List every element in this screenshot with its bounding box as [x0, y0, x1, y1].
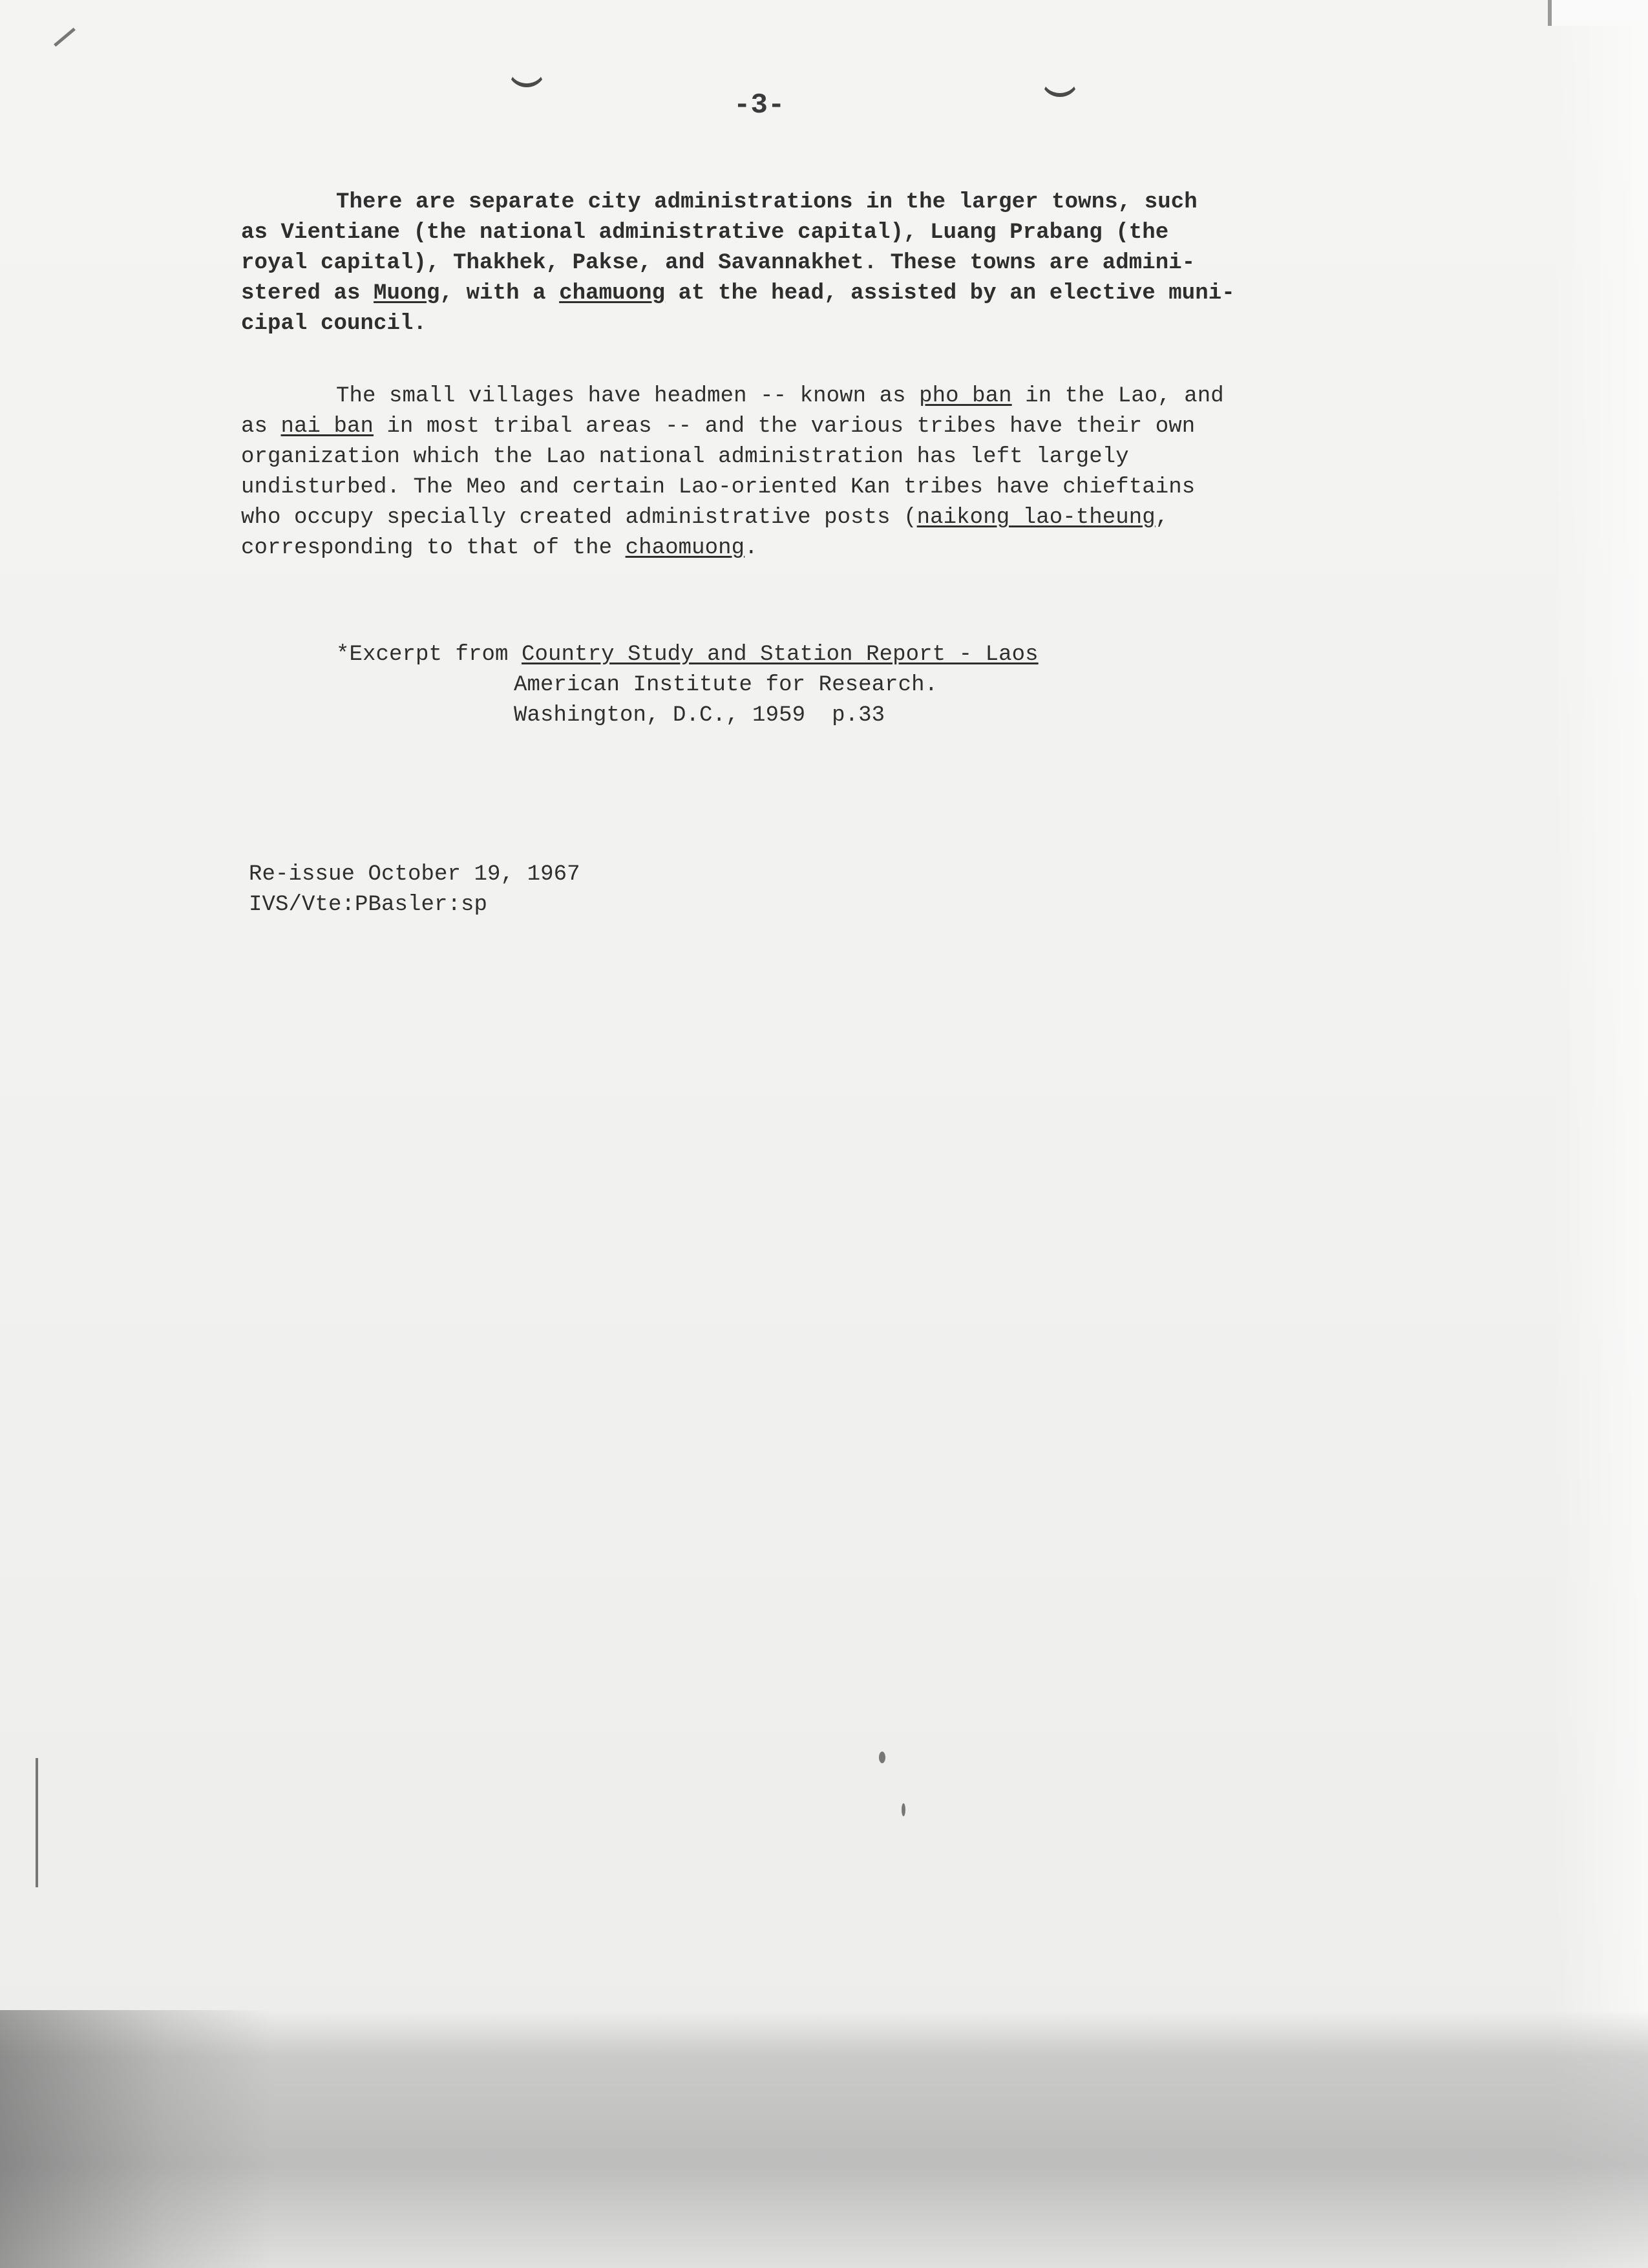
paragraph-line: royal capital), Thakhek, Pakse, and Savannakhet. These towns are admini- [241, 251, 1196, 275]
typist-initials: IVS/Vte:PBasler:sp [249, 893, 488, 917]
paragraph-line: stered as Muong, with a chamuong at the head, assisted by an elective muni- [241, 281, 1235, 306]
paragraph-line: organization which the Lao national administration has left largely [241, 445, 1129, 469]
paragraph-line: corresponding to that of the chaomuong. [241, 536, 758, 560]
adjacent-page-corner [1548, 0, 1648, 26]
citation-line: *Excerpt from Country Study and Station Report - Laos [336, 642, 1039, 667]
term-chaomuong: chaomuong [625, 536, 745, 560]
term-pho-ban: pho ban [919, 384, 1012, 408]
scan-mark-dot [902, 1803, 905, 1816]
paragraph-line: who occupy specially created administrative posts (naikong lao-theung, [241, 505, 1169, 530]
page-edge-shading [1551, 0, 1648, 2268]
citation-title: Country Study and Station Report - Laos [522, 642, 1039, 667]
reissue-date: Re-issue October 19, 1967 [249, 862, 580, 887]
term-nai-ban: nai ban [280, 414, 374, 439]
scan-shadow-corner [0, 2010, 271, 2268]
paragraph-line: cipal council. [241, 312, 427, 336]
page-number: -3- [734, 89, 785, 122]
term-muong: Muong [374, 281, 440, 306]
paragraph-line: undisturbed. The Meo and certain Lao-oriented Kan tribes have chieftains [241, 475, 1196, 500]
paragraph-line: There are separate city administrations in the larger towns, such [336, 190, 1198, 215]
citation-publisher: American Institute for Research. [514, 673, 938, 697]
paragraph-line: as nai ban in most tribal areas -- and the various tribes have their own [241, 414, 1196, 439]
paragraph-line: The small villages have headmen -- known as pho ban in the Lao, and [336, 384, 1224, 408]
scan-mark-dot [879, 1752, 885, 1763]
scan-mark-left-margin [36, 1758, 38, 1887]
term-naikong-lao-theung: naikong lao-theung [916, 505, 1156, 530]
term-chamuong: chamuong [559, 281, 666, 306]
punch-hole-left [507, 48, 546, 87]
paragraph-line: as Vientiane (the national administrative capital), Luang Prabang (the [241, 220, 1169, 245]
citation-place-date: Washington, D.C., 1959 p.33 [514, 703, 885, 728]
punch-hole-right [1041, 58, 1079, 97]
